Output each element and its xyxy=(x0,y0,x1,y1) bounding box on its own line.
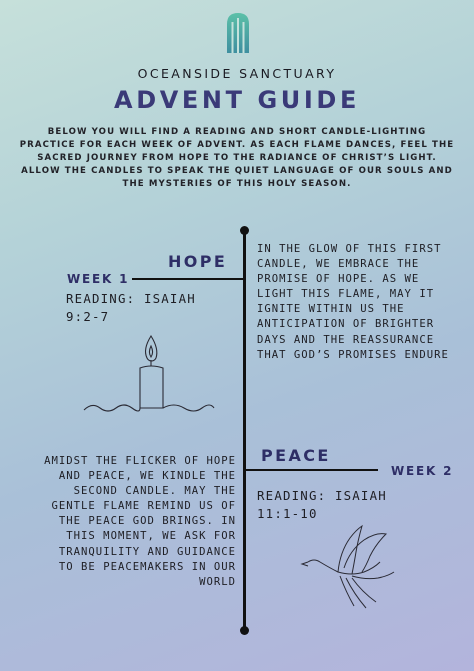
week2-label: WEEK 2 xyxy=(391,464,454,478)
church-window-logo-icon xyxy=(226,12,250,54)
organization-name: OCEANSIDE SANCTUARY xyxy=(137,66,337,81)
week1-theme: HOPE xyxy=(168,252,228,271)
intro-paragraph: BELOW YOU WILL FIND A READING AND SHORT CANDLE-LIGHTING PRACTICE FOR EACH WEEK OF ADVENT. AS EACH FLAME DANCES, FEEL THE SACRED JOURNEY FROM HOPE TO THE RADIANCE OF CHRIST’S LIGHT. ALLOW THE CANDLES TO SPEAK THE QUIET LANGUAGE OF OUR SOULS AND THE MYSTERIES OF THIS HOLY SEASON. xyxy=(19,127,455,189)
timeline-end-dot xyxy=(240,626,249,635)
week2-reading: READING: ISAIAH 11:1-10 xyxy=(257,488,387,521)
week1-connector xyxy=(132,278,245,280)
week1-text: IN THE GLOW OF THIS FIRST CANDLE, WE EMBRACE THE PROMISE OF HOPE. AS WE LIGHT THIS FLAME, MAY IT IGNITE WITHIN US THE ANTICIPATION OF BRIGHTER DAYS AND THE REASSURANCE THAT GOD’S PROMISES ENDURE xyxy=(257,243,449,361)
week2-text: AMIDST THE FLICKER OF HOPE AND PEACE, WE KINDLE THE SECOND CANDLE. MAY THE GENTLE FLAME REMIND US OF THE PEACE GOD BRINGS. IN THIS MOMENT, WE ASK FOR TRANQUILITY AND GUIDANCE TO BE PEACEMAKERS IN OUR WORLD xyxy=(44,455,236,588)
week1-reading: READING: ISAIAH 9:2-7 xyxy=(66,291,196,324)
page-title: ADVENT GUIDE xyxy=(114,86,360,114)
timeline-start-dot xyxy=(240,226,249,235)
timeline-line xyxy=(243,231,246,631)
week2-connector xyxy=(244,469,378,471)
week1-label: WEEK 1 xyxy=(67,272,130,286)
candle-icon xyxy=(82,332,216,416)
week2-theme: PEACE xyxy=(261,446,331,465)
dove-icon xyxy=(300,522,400,614)
